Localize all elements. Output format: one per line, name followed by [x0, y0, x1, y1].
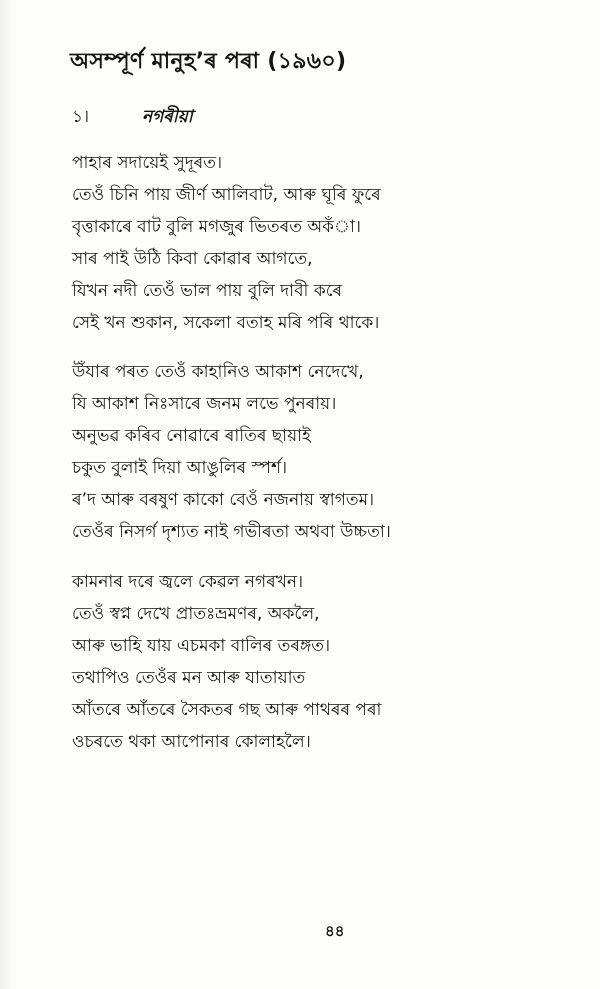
poem-line: আৰু ভাহি যায় এচমকা বালিৰ তৰঙ্গত। [72, 636, 331, 656]
poem-line: তেওঁ স্বপ্ন দেখে প্ৰাতঃভ্ৰমণৰ, অকলৈ, [72, 604, 320, 624]
poem-line: যি আকাশ নিঃসাৰে জনম লভে পুনৰায়। [72, 394, 337, 414]
poem-heading [72, 104, 193, 132]
poem-line: তেওঁৰ নিসৰ্গ দৃশ্যত নাই গভীৰতা অথবা উচ্চতা। [72, 522, 391, 542]
poem-line: পাহাৰ সদায়েই সুদূৰত। [72, 153, 223, 173]
poem-line: ৰ’দ আৰু বৰষুণ কাকো বেওঁ নজনায় স্বাগতম। [72, 490, 375, 510]
stanza-2 [72, 356, 572, 548]
poem-line: অনুভৱ কৰিব নোৱাৰে ৰাতিৰ ছায়াই [72, 426, 311, 446]
poem-line: চকুত বুলাই দিয়া আঙুলিৰ স্পৰ্শ। [72, 458, 288, 478]
poem-title: নগৰীয়া [142, 107, 193, 127]
poem-line: তথাপিও তেওঁৰ মন আৰু যাতায়াত [72, 668, 306, 688]
book-title: অসম্পূৰ্ণ মানুহ’ৰ পৰা (১৯৬০) [70, 49, 347, 74]
poem-line: তেওঁ চিনি পায় জীৰ্ণ আলিবাট, আৰু ঘূৰি ফুৰে [72, 185, 381, 205]
poem-line: বৃত্তাকাৰে বাট বুলি মগজুৰ ভিতৰত অকঁা। [72, 217, 361, 237]
stanza-1 [72, 147, 572, 339]
poem-line: আঁতৰে আঁতৰে সৈকতৰ গছ আৰু পাথৰৰ পৰা [72, 700, 382, 720]
poem-line: উঁযাৰ পৰত তেওঁ কাহানিও আকাশ নেদেখে, [72, 362, 364, 382]
poem-line: ওচৰতে থকা আপোনাৰ কোলাহলৈ। [72, 732, 311, 752]
poem-line: যিখন নদী তেওঁ ভাল পায় বুলি দাবী কৰে [72, 281, 343, 301]
poem-number: ১। [72, 107, 90, 127]
page-edge-shadow [0, 0, 14, 989]
poem-line: সাৰ পাই উঠি কিবা কোৱাৰ আগতে, [72, 249, 313, 269]
page-number: ৪৪ [325, 922, 345, 940]
poem-line: কামনাৰ দৰে জ্বলে কেৱল নগৰখন। [72, 572, 304, 592]
poem-line: সেই খন শুকান, সকেলা বতাহ মৰি পৰি থাকে। [72, 313, 380, 333]
stanza-3 [72, 566, 572, 758]
